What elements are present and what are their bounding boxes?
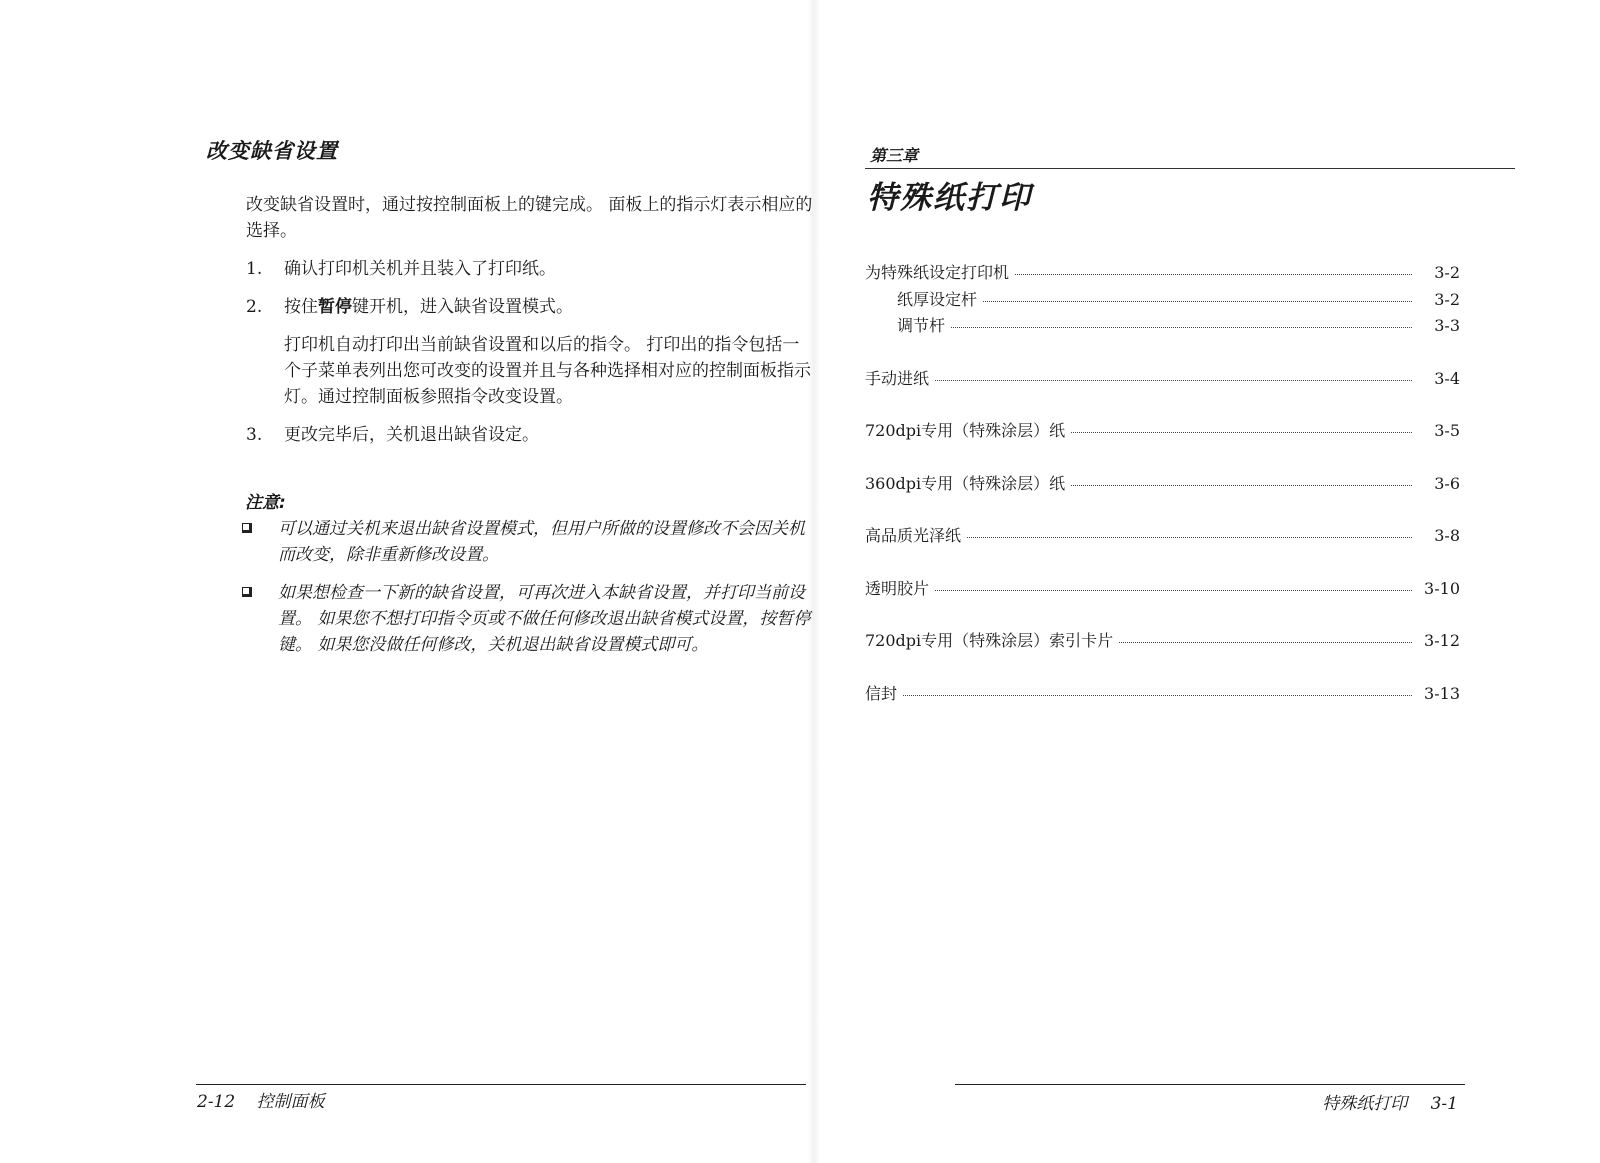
checkbox-bullet-icon: [242, 587, 252, 597]
step-text: 更改完毕后，关机退出缺省设定。: [284, 425, 539, 445]
toc-entry[interactable]: [865, 681, 1460, 704]
pause-key-term: 暂停: [318, 297, 352, 317]
toc-page-number: 3-13: [1424, 684, 1460, 703]
section-title: 改变缺省设置: [206, 139, 338, 163]
note-text: 如果想检查一下新的缺省设置，可再次进入本缺省设置，并打印当前设置。 如果您不想打印指令页或不做任何修改退出缺省模式设置，按暂停键。 如果您没做任何修改，关机退出缺省设置模式即可。: [278, 583, 811, 655]
toc-entry[interactable]: [865, 576, 1460, 599]
toc-page-number: 3-6: [1434, 474, 1460, 493]
checkbox-bullet-icon: [242, 523, 252, 533]
toc-page-number: 3-8: [1434, 526, 1460, 545]
toc-page-number: 3-4: [1434, 369, 1460, 388]
step-number: 1.: [246, 259, 263, 279]
toc-page-number: 3-3: [1434, 316, 1460, 335]
footer-title: 特殊纸打印: [1322, 1094, 1408, 1114]
toc-leader-dots: [903, 695, 1412, 696]
toc-leader-dots: [935, 380, 1412, 381]
toc-entry[interactable]: [865, 418, 1460, 441]
page-number: 2-12: [197, 1092, 236, 1112]
toc-entry-title: 高品质光泽纸: [865, 526, 962, 545]
toc-entry-title: 透明胶片: [865, 579, 930, 598]
step-item: [246, 256, 816, 282]
toc-page-number: 3-2: [1434, 290, 1460, 309]
intro-paragraph: 改变缺省设置时，通过按控制面板上的键完成。 面板上的指示灯表示相应的选择。: [246, 195, 813, 241]
toc-entry-title: 360dpi专用（特殊涂层）纸: [865, 474, 1066, 493]
toc-page-number: 3-10: [1424, 579, 1460, 598]
toc-entry[interactable]: [865, 471, 1460, 494]
step-number: 2.: [246, 297, 263, 317]
note-heading: 注意:: [245, 493, 286, 513]
step-number: 3.: [246, 425, 263, 445]
step-text: [284, 294, 816, 320]
step-item: [246, 422, 816, 448]
toc-leader-dots: [935, 590, 1412, 591]
toc-leader-dots: [1071, 485, 1412, 486]
note-list: [240, 516, 816, 670]
step-detail: 打印机自动打印出当前缺省设置和以后的指令。 打印出的指令包括一个子菜单表列出您可改变的设置并且与各种选择相对应的控制面板指示灯。通过控制面板参照指令改变设置。: [284, 335, 811, 407]
note-item: [240, 580, 816, 658]
page-number: 3-1: [1430, 1094, 1458, 1114]
toc-entry-title: 调节杆: [897, 316, 946, 335]
chapter-rule: [865, 168, 1515, 169]
footer-rule: [955, 1084, 1465, 1085]
toc-entry[interactable]: [865, 366, 1460, 389]
step-item: [246, 294, 816, 320]
toc-entry[interactable]: [865, 628, 1460, 651]
footer-rule: [196, 1084, 806, 1085]
toc-entry-title: 手动进纸: [865, 369, 930, 388]
note-item: [240, 516, 816, 568]
toc-page-number: 3-5: [1434, 421, 1460, 440]
toc-entry-title: 720dpi专用（特殊涂层）纸: [865, 421, 1066, 440]
footer: [197, 1087, 325, 1112]
toc-entry[interactable]: [865, 260, 1460, 283]
chapter-label: 第三章: [870, 146, 919, 165]
right-page: [815, 0, 1600, 1163]
toc-leader-dots: [1119, 642, 1412, 643]
note-text: 可以通过关机来退出缺省设置模式，但用户所做的设置修改不会因关机而改变，除非重新修改设置。: [278, 519, 805, 565]
chapter-title: 特殊纸打印: [867, 180, 1032, 216]
toc-entry[interactable]: [897, 313, 1460, 336]
section-body: [246, 192, 816, 460]
step-text-before: 按住: [284, 297, 318, 317]
step-text: 确认打印机关机并且装入了打印纸。: [284, 259, 556, 279]
toc-entry-title: 信封: [865, 684, 898, 703]
footer-title: 控制面板: [256, 1092, 325, 1112]
toc-leader-dots: [983, 301, 1412, 302]
step-text-after: 键开机，进入缺省设置模式。: [352, 297, 573, 317]
toc-entry-title: 为特殊纸设定打印机: [865, 263, 1010, 282]
toc-leader-dots: [1015, 274, 1412, 275]
toc-page-number: 3-2: [1434, 263, 1460, 282]
toc-page-number: 3-12: [1424, 631, 1460, 650]
toc-leader-dots: [967, 537, 1412, 538]
toc-entry-title: 720dpi专用（特殊涂层）索引卡片: [865, 631, 1114, 650]
steps-list: [246, 256, 816, 448]
toc-entry[interactable]: [865, 523, 1460, 546]
footer: [1322, 1089, 1458, 1114]
toc-entry[interactable]: [897, 287, 1460, 310]
toc-leader-dots: [951, 327, 1412, 328]
toc-leader-dots: [1071, 432, 1412, 433]
toc-entry-title: 纸厚设定杆: [897, 290, 978, 309]
